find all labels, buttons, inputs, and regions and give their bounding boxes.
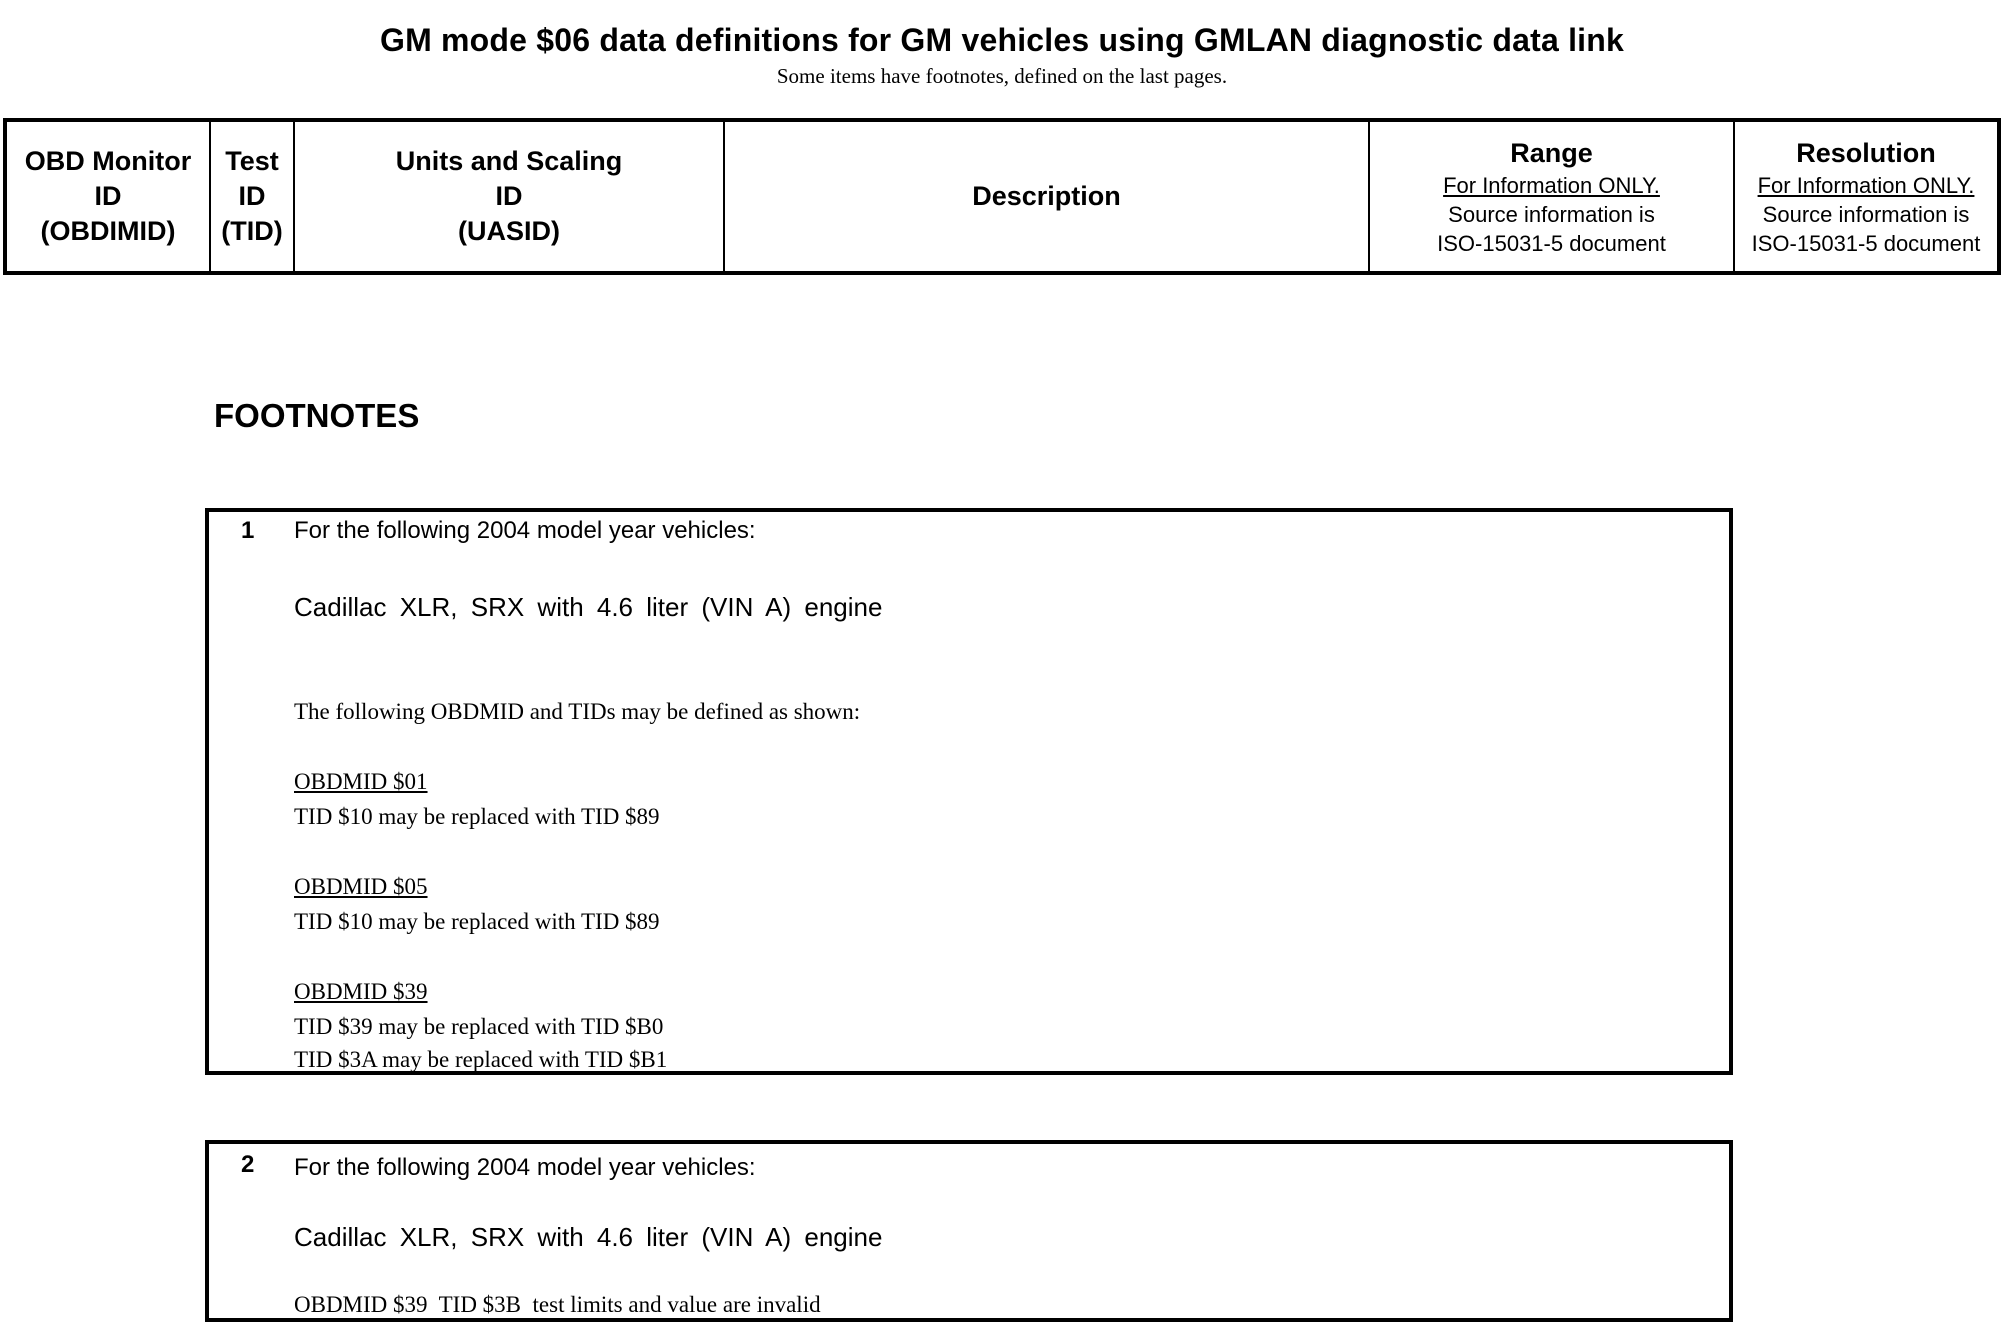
footnotes-heading: FOOTNOTES bbox=[214, 397, 420, 434]
header-tid-line3: (TID) bbox=[221, 216, 283, 246]
header-description-label: Description bbox=[972, 181, 1121, 211]
header-obdmid-line1: OBD Monitor bbox=[24, 146, 192, 176]
header-obdmid-line2: ID bbox=[94, 181, 122, 211]
header-uasid-line2: ID bbox=[495, 181, 523, 211]
footnote-statement: The following OBDMID and TIDs may be defined as shown: bbox=[294, 699, 861, 724]
header-tid-line1: Test bbox=[225, 146, 279, 176]
header-resolution-title: Resolution bbox=[1796, 137, 1936, 168]
column-header-table bbox=[3, 118, 2001, 275]
header-range-title: Range bbox=[1510, 137, 1593, 168]
header-resolution bbox=[1735, 122, 1997, 271]
tid-replacement-line: TID $39 may be replaced with TID $B0 bbox=[294, 1014, 664, 1039]
document-title: GM mode $06 data definitions for GM vehicles using GMLAN diagnostic data link bbox=[379, 22, 1625, 58]
footnote-box-2 bbox=[205, 1140, 1733, 1322]
footnote-number: 1 bbox=[241, 517, 255, 544]
header-uasid-line3: (UASID) bbox=[458, 216, 560, 246]
header-tid-line2: ID bbox=[238, 181, 266, 211]
header-description bbox=[725, 122, 1370, 271]
document-subtitle: Some items have footnotes, defined on the last pages. bbox=[776, 64, 1228, 88]
footnote-intro: For the following 2004 model year vehicles: bbox=[294, 517, 756, 544]
header-tid bbox=[211, 122, 295, 271]
obdmid-group-heading: OBDMID $01 bbox=[294, 769, 428, 794]
footnote-box-1 bbox=[205, 508, 1733, 1075]
header-range-source2: ISO-15031-5 document bbox=[1437, 230, 1666, 256]
header-range-source1: Source information is bbox=[1448, 201, 1655, 227]
header-range-note: For Information ONLY. bbox=[1443, 172, 1660, 198]
header-range bbox=[1370, 122, 1735, 271]
tid-replacement-line: TID $10 may be replaced with TID $89 bbox=[294, 909, 660, 934]
header-obdmid-line3: (OBDIMID) bbox=[40, 216, 176, 246]
header-uasid bbox=[295, 122, 725, 271]
footnote-number: 2 bbox=[241, 1151, 255, 1178]
tid-replacement-line: TID $10 may be replaced with TID $89 bbox=[294, 804, 660, 829]
header-uasid-line1: Units and Scaling bbox=[395, 146, 623, 176]
footnote-intro: For the following 2004 model year vehicles: bbox=[294, 1154, 756, 1181]
obdmid-group-heading: OBDMID $39 bbox=[294, 979, 428, 1004]
header-resolution-note: For Information ONLY. bbox=[1757, 172, 1975, 198]
tid-replacement-line: TID $3A may be replaced with TID $B1 bbox=[294, 1047, 668, 1072]
header-resolution-source1: Source information is bbox=[1762, 201, 1970, 227]
footnote-vehicles: Cadillac XLR, SRX with 4.6 liter (VIN A) engine bbox=[294, 592, 883, 622]
footnote-vehicles: Cadillac XLR, SRX with 4.6 liter (VIN A) engine bbox=[294, 1222, 883, 1252]
header-obdmid bbox=[7, 122, 211, 271]
header-resolution-source2: ISO-15031-5 document bbox=[1751, 230, 1981, 256]
footnote-statement: OBDMID $39 TID $3B test limits and value are invalid bbox=[294, 1292, 821, 1317]
obdmid-group-heading: OBDMID $05 bbox=[294, 874, 428, 899]
